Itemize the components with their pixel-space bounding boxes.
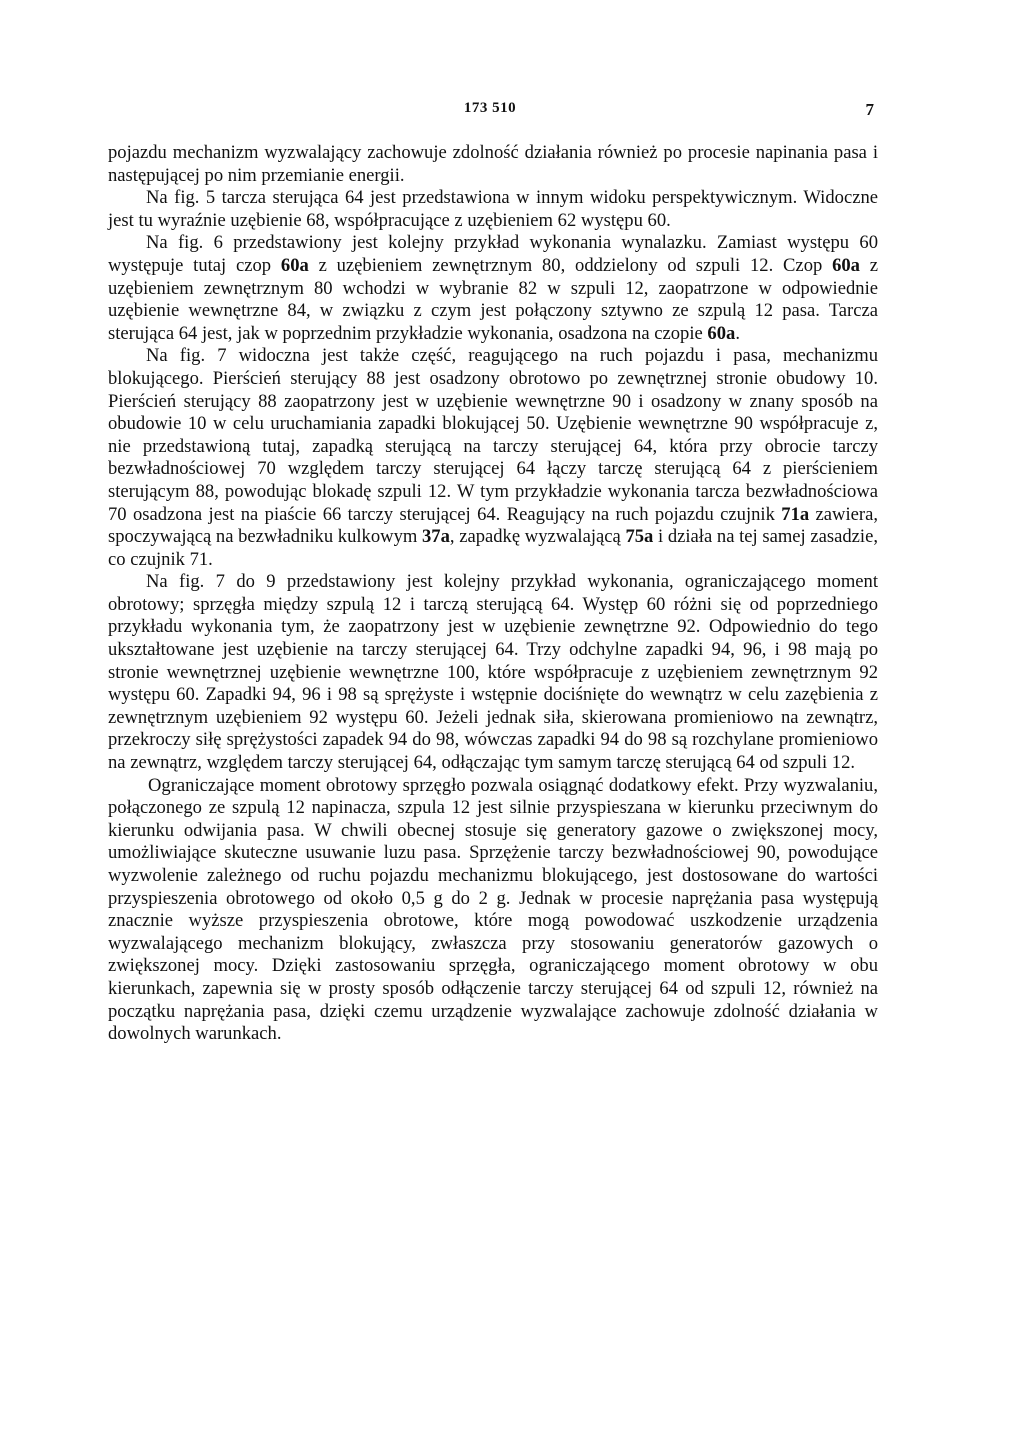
paragraph <box>108 187 878 232</box>
paragraph <box>108 571 878 774</box>
paragraph-text: i działa na tej samej zasadzie, co czujnik 71. <box>108 526 879 570</box>
paragraph <box>108 142 878 187</box>
page-header <box>100 100 880 124</box>
paragraph-text: z uzębieniem zewnętrznym 80, oddzielony od szpuli 12. Czop <box>308 254 833 276</box>
paragraph <box>108 345 878 571</box>
bold-reference: 60a <box>832 254 860 276</box>
document-body <box>108 142 878 1046</box>
paragraph-text: Na fig. 7 widoczna jest także część, reagującego na ruch pojazdu i pasa, mechanizmu blokującego. Pierścień sterujący 88 jest osadzony obrotowo po zewnętrznej stronie obudowy 10. Pierścień sterujący 88 zaopatrzony jest w uzębienie wewnętrzne 90 i osadzony w znany sposób na obudowie 10 w celu uruchamiania zapadki blokującej 50. Uzębienie wewnętrzne 90 współpracuje z, nie przedstawioną tutaj, zapadką sterującą na tarczy sterującej 64, która przy obrocie tarczy bezwładnościowej 70 względem tarczy sterującej 64 łączy tarczę sterującą 64 z pierścieniem sterującym 88, powodując blokadę szpuli 12. W tym przykładzie wykonania tarcza bezwładnościowa 70 osadzona jest na piaście 66 tarczy sterującej 64. Reagujący na ruch pojazdu czujnik <box>108 345 878 525</box>
paragraph <box>108 232 878 345</box>
paragraph-text: zawiera, spoczywającą na bezwładniku kulkowym <box>108 503 879 548</box>
paragraph-text: pojazdu mechanizm wyzwalający zachowuje zdolność działania również po procesie napinania pasa i następującej po nim przemianie energii. <box>108 142 878 186</box>
bold-reference: 75a <box>625 526 654 548</box>
page-number: 7 <box>865 100 874 119</box>
patent-number: 173 510 <box>463 100 517 116</box>
paragraph-text: . <box>735 322 740 344</box>
paragraph <box>108 775 878 1046</box>
paragraph-text: Ograniczające moment obrotowy sprzęgło pozwala osiągnąć dodatkowy efekt. Przy wyzwalaniu, połączonego ze szpulą 12 napinacza, szpula 12 jest silnie przyspieszana w kierunku przeciwnym do kierunku odwijania pasa. W chwili obecnej stosuje się generatory gazowe o zwiększonej mocy, umożliwiające skuteczne usuwanie luzu pasa. Sprzężenie tarczy bezwładnościowej 90, powodujące wyzwolenie zależnego od ruchu pojazdu mechanizmu blokującego, jest dostosowane do wartości przyspieszenia obrotowego od około 0,5 g do 2 g. Jednak w procesie naprężania pasa występują znacznie wyższe przyspieszenia obrotowe, które mogą powodować uszkodzenie urządzenia wyzwalającego mechanizm blokujący, zwłaszcza przy stosowaniu generatorów gazowych o zwiększonej mocy. Dzięki zastosowaniu sprzęgła, ograniczającego moment obrotowy w obu kierunkach, zapewnia się w prosty sposób odłączenie tarczy sterującej 64 od szpuli 12, również na początku naprężania pasa, dzięki czemu urządzenie wyzwalające zachowuje zdolność działania w dowolnych warunkach. <box>108 774 878 1045</box>
paragraph-text: z uzębieniem zewnętrznym 80 wchodzi w wybranie 82 w szpuli 12, zaopatrzone w odpowiednie uzębienie wewnętrzne 84, w związku z czym jest połączony sztywno ze szpulą 12 pasa. Tarcza sterująca 64 jest, jak w poprzednim przykładzie wykonania, osadzona na czopie <box>108 254 879 344</box>
bold-reference: 71a <box>781 503 810 525</box>
paragraph-text: Na fig. 7 do 9 przedstawiony jest kolejny przykład wykonania, ograniczającego moment obrotowy; sprzęgła między szpulą 12 i tarczą sterującą 64. Występ 60 różni się od poprzedniego przykładu wykonania tym, że zaopatrzony jest w uzębienie zewnętrzne 92. Odpowiednio do tego ukształtowane jest uzębienie na tarczy sterującej 64. Trzy odchylne zapadki 94, 96, i 98 mają po stronie wewnętrznej uzębienie wewnętrzne 100, które współpracuje z uzębieniem zewnętrznym 92 występu 60. Zapadki 94, 96 i 98 są sprężyste i wstępnie dociśnięte do wewnątrz w celu zazębienia z zewnętrznym uzębieniem 92 występu 60. Jeżeli jednak siła, skierowana promieniowo na zewnątrz, przekroczy siłę sprężystości zapadek 94 do 98, wówczas zapadki 94 do 98 są rozchylane promieniowo na zewnątrz, względem tarczy sterującej 64, odłączając tym samym tarczę sterującą 64 od szpuli 12. <box>108 571 878 774</box>
paragraph-text: Na fig. 5 tarcza sterująca 64 jest przedstawiona w innym widoku perspektywicznym. Widoczne jest tu wyraźnie uzębienie 68, współpracujące z uzębieniem 62 występu 60. <box>108 187 878 231</box>
bold-reference: 37a <box>422 526 450 548</box>
bold-reference: 60a <box>280 254 309 276</box>
paragraph-text: , zapadkę wyzwalającą <box>449 526 626 548</box>
paragraph-text: Na fig. 6 przedstawiony jest kolejny przykład wykonania wynalazku. Zamiast występu 60 występuje tutaj czop <box>108 232 878 276</box>
bold-reference: 60a <box>707 322 736 344</box>
